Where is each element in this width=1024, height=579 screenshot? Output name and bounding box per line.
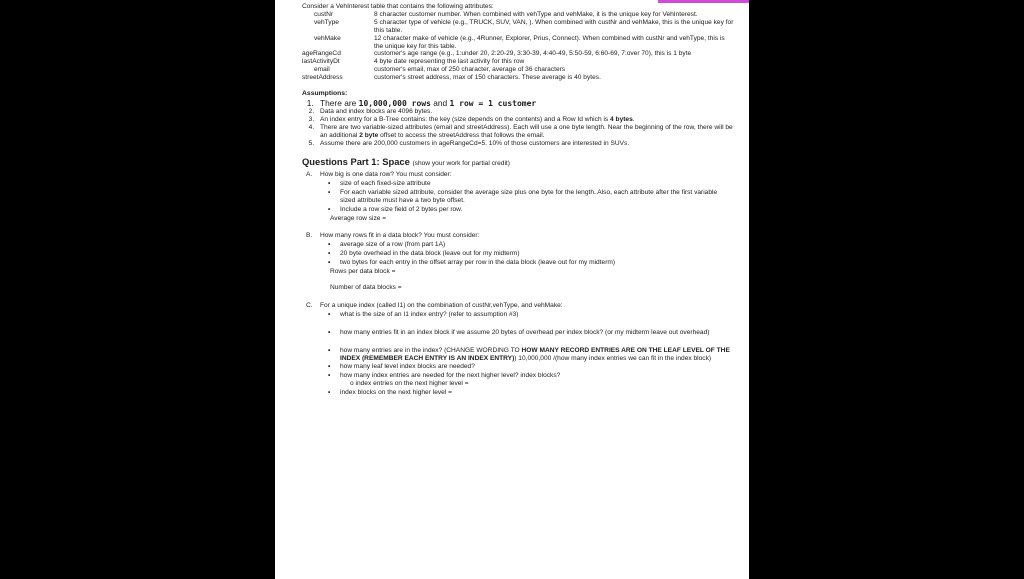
- bullet-item: • average size of a row (from part 1A): [340, 241, 734, 249]
- question-text: How many rows fit in a data block? You must consider:: [320, 232, 480, 240]
- attr-name: email: [314, 66, 330, 74]
- question-b: [302, 232, 734, 240]
- attr-desc: 8 character customer number. When combined with vehType and vehMake, it is the unique key for VehInterest.: [374, 10, 698, 18]
- bullet-item: • 20 byte overhead in the data block (leave out for my midterm): [340, 250, 734, 258]
- attr-name: custNr: [314, 10, 334, 18]
- question-label: B.: [306, 232, 313, 240]
- bullet-item: • For each variable sized attribute, consider the average size plus one byte for the length. Also, each attribute after the first variable sized attribute must have a two byte offset.: [340, 189, 734, 205]
- question-a: [302, 171, 734, 179]
- assumption-item: 2. Data and index blocks are 4096 bytes.: [316, 108, 734, 116]
- bullet-item: • Include a row size field of 2 bytes per row.: [340, 206, 734, 214]
- questions-title: Questions Part 1: Space: [302, 156, 410, 167]
- document-body: [302, 3, 734, 398]
- answer-line: Average row size =: [330, 214, 387, 222]
- assumption-item: [316, 116, 734, 124]
- assumption-rows: 10,000,000 rows: [358, 98, 431, 108]
- assumption-text: An index entry for a B-Tree contains: the key (size depends on the contents) and a Row Id which is: [320, 116, 611, 124]
- bullet-text: how many index entries are needed for the next higher level? index blocks?: [340, 372, 561, 380]
- attr-name: lastActivityDt: [302, 58, 340, 66]
- assumption-text: There are: [320, 97, 359, 108]
- assumptions-heading: Assumptions:: [302, 90, 348, 98]
- bullet-item: • size of each fixed-size attribute: [340, 180, 734, 188]
- bullet-item: • index blocks on the next higher level =: [340, 389, 734, 397]
- assumption-item: [316, 99, 734, 109]
- assumption-text: .: [632, 116, 635, 124]
- attr-name: vehType: [314, 18, 339, 26]
- assumption-text: and: [430, 97, 450, 108]
- question-c: [302, 302, 734, 310]
- question-label: A.: [306, 171, 313, 178]
- question-c-bullets: [328, 329, 734, 337]
- answer-line: Rows per data block =: [330, 268, 396, 276]
- assumption-bold: 2 byte: [359, 132, 379, 140]
- sub-bullet: o index entries on the next higher level =: [350, 380, 469, 388]
- attr-desc: customer's street address, max of 150 characters. These average is 40 bytes.: [374, 74, 601, 82]
- attr-desc: customer's age range (e.g., 1:under 20, 2:20-29, 3:30-39, 4:40-49, 5:50-59, 6:60-69, 7:over 70), this is 1 byte: [374, 50, 692, 58]
- assumption-bold: 4 bytes: [610, 116, 633, 124]
- bullet-item: • how many leaf level index blocks are needed?: [340, 363, 734, 371]
- assumption-text: offset to access the streetAddress that follows the email.: [378, 132, 545, 140]
- question-a-bullets: [328, 180, 734, 214]
- question-label: C.: [306, 301, 313, 309]
- question-text: For a unique index (called I1) on the combination of custNr,vehType, and vehMake:: [320, 301, 563, 309]
- questions-heading: [302, 156, 734, 169]
- attribute-table: [302, 11, 734, 82]
- attr-name: ageRangeCd: [302, 50, 341, 58]
- bullet-item: [340, 372, 734, 388]
- question-c-bullets: [328, 347, 734, 397]
- assumption-row-eq: 1 row = 1 customer: [449, 98, 537, 108]
- bullet-bold: HOW MANY RECORD ENTRIES ARE ON THE LEAF LEVEL OF THE INDEX (REMEMBER EACH ENTRY IS AN INDEX ENTRY): [340, 346, 730, 362]
- attr-desc: customer's email, max of 250 character, average of 36 characters: [374, 66, 566, 74]
- attr-desc: 4 byte date representing the last activity for this row: [374, 58, 525, 66]
- document-page: [275, 0, 749, 579]
- bullet-item: • what is the size of an I1 index entry? (refer to assumption #3): [340, 311, 734, 319]
- bullet-text: how many entries are in the index? (CHANGE WORDING TO: [340, 346, 522, 354]
- question-c-bullets: [328, 311, 734, 319]
- attr-desc: 5 character type of vehicle (e.g., TRUCK, SUV, VAN, ). When combined with custNr and vehMake, this is the unique key for this table.: [374, 18, 734, 34]
- bullet-text: ) 10,000,000 /(how many index entries we can fit in the index block): [514, 354, 712, 362]
- bullet-item: • how many entries fit in an index block if we assume 20 bytes of overhead per index block? (or my midterm leave out overhead): [340, 329, 734, 337]
- question-b-bullets: [328, 241, 734, 267]
- attr-desc: 12 character make of vehicle (e.g., 4Runner, Explorer, Prius, Connect). When combined with custNr and vehType, this is the unique key for this table.: [374, 34, 725, 50]
- assumption-item: [316, 124, 734, 140]
- answer-line: Number of data blocks =: [330, 283, 402, 291]
- intro-text: Consider a VehInterest table that contains the following attributes:: [302, 3, 494, 10]
- bullet-item: [340, 347, 734, 363]
- attr-name: streetAddress: [302, 74, 343, 82]
- bullet-item: • two bytes for each entry in the offset array per row in the data block (leave out for my midterm): [340, 259, 734, 267]
- assumption-text: There are two variable-sized attributes (email and streetAddress). Each will use a one byte length. Near the beginning of the row, there will be an additional: [320, 124, 733, 140]
- question-text: How big is one data row? You must consider:: [320, 171, 452, 178]
- attr-name: vehMake: [314, 34, 341, 42]
- assumption-item: 5. Assume there are 200,000 customers in ageRangeCd=5. 10% of those customers are interested in SUVs.: [316, 140, 734, 148]
- questions-note: (show your work for partial credit): [412, 160, 510, 167]
- assumptions-list: [302, 99, 734, 148]
